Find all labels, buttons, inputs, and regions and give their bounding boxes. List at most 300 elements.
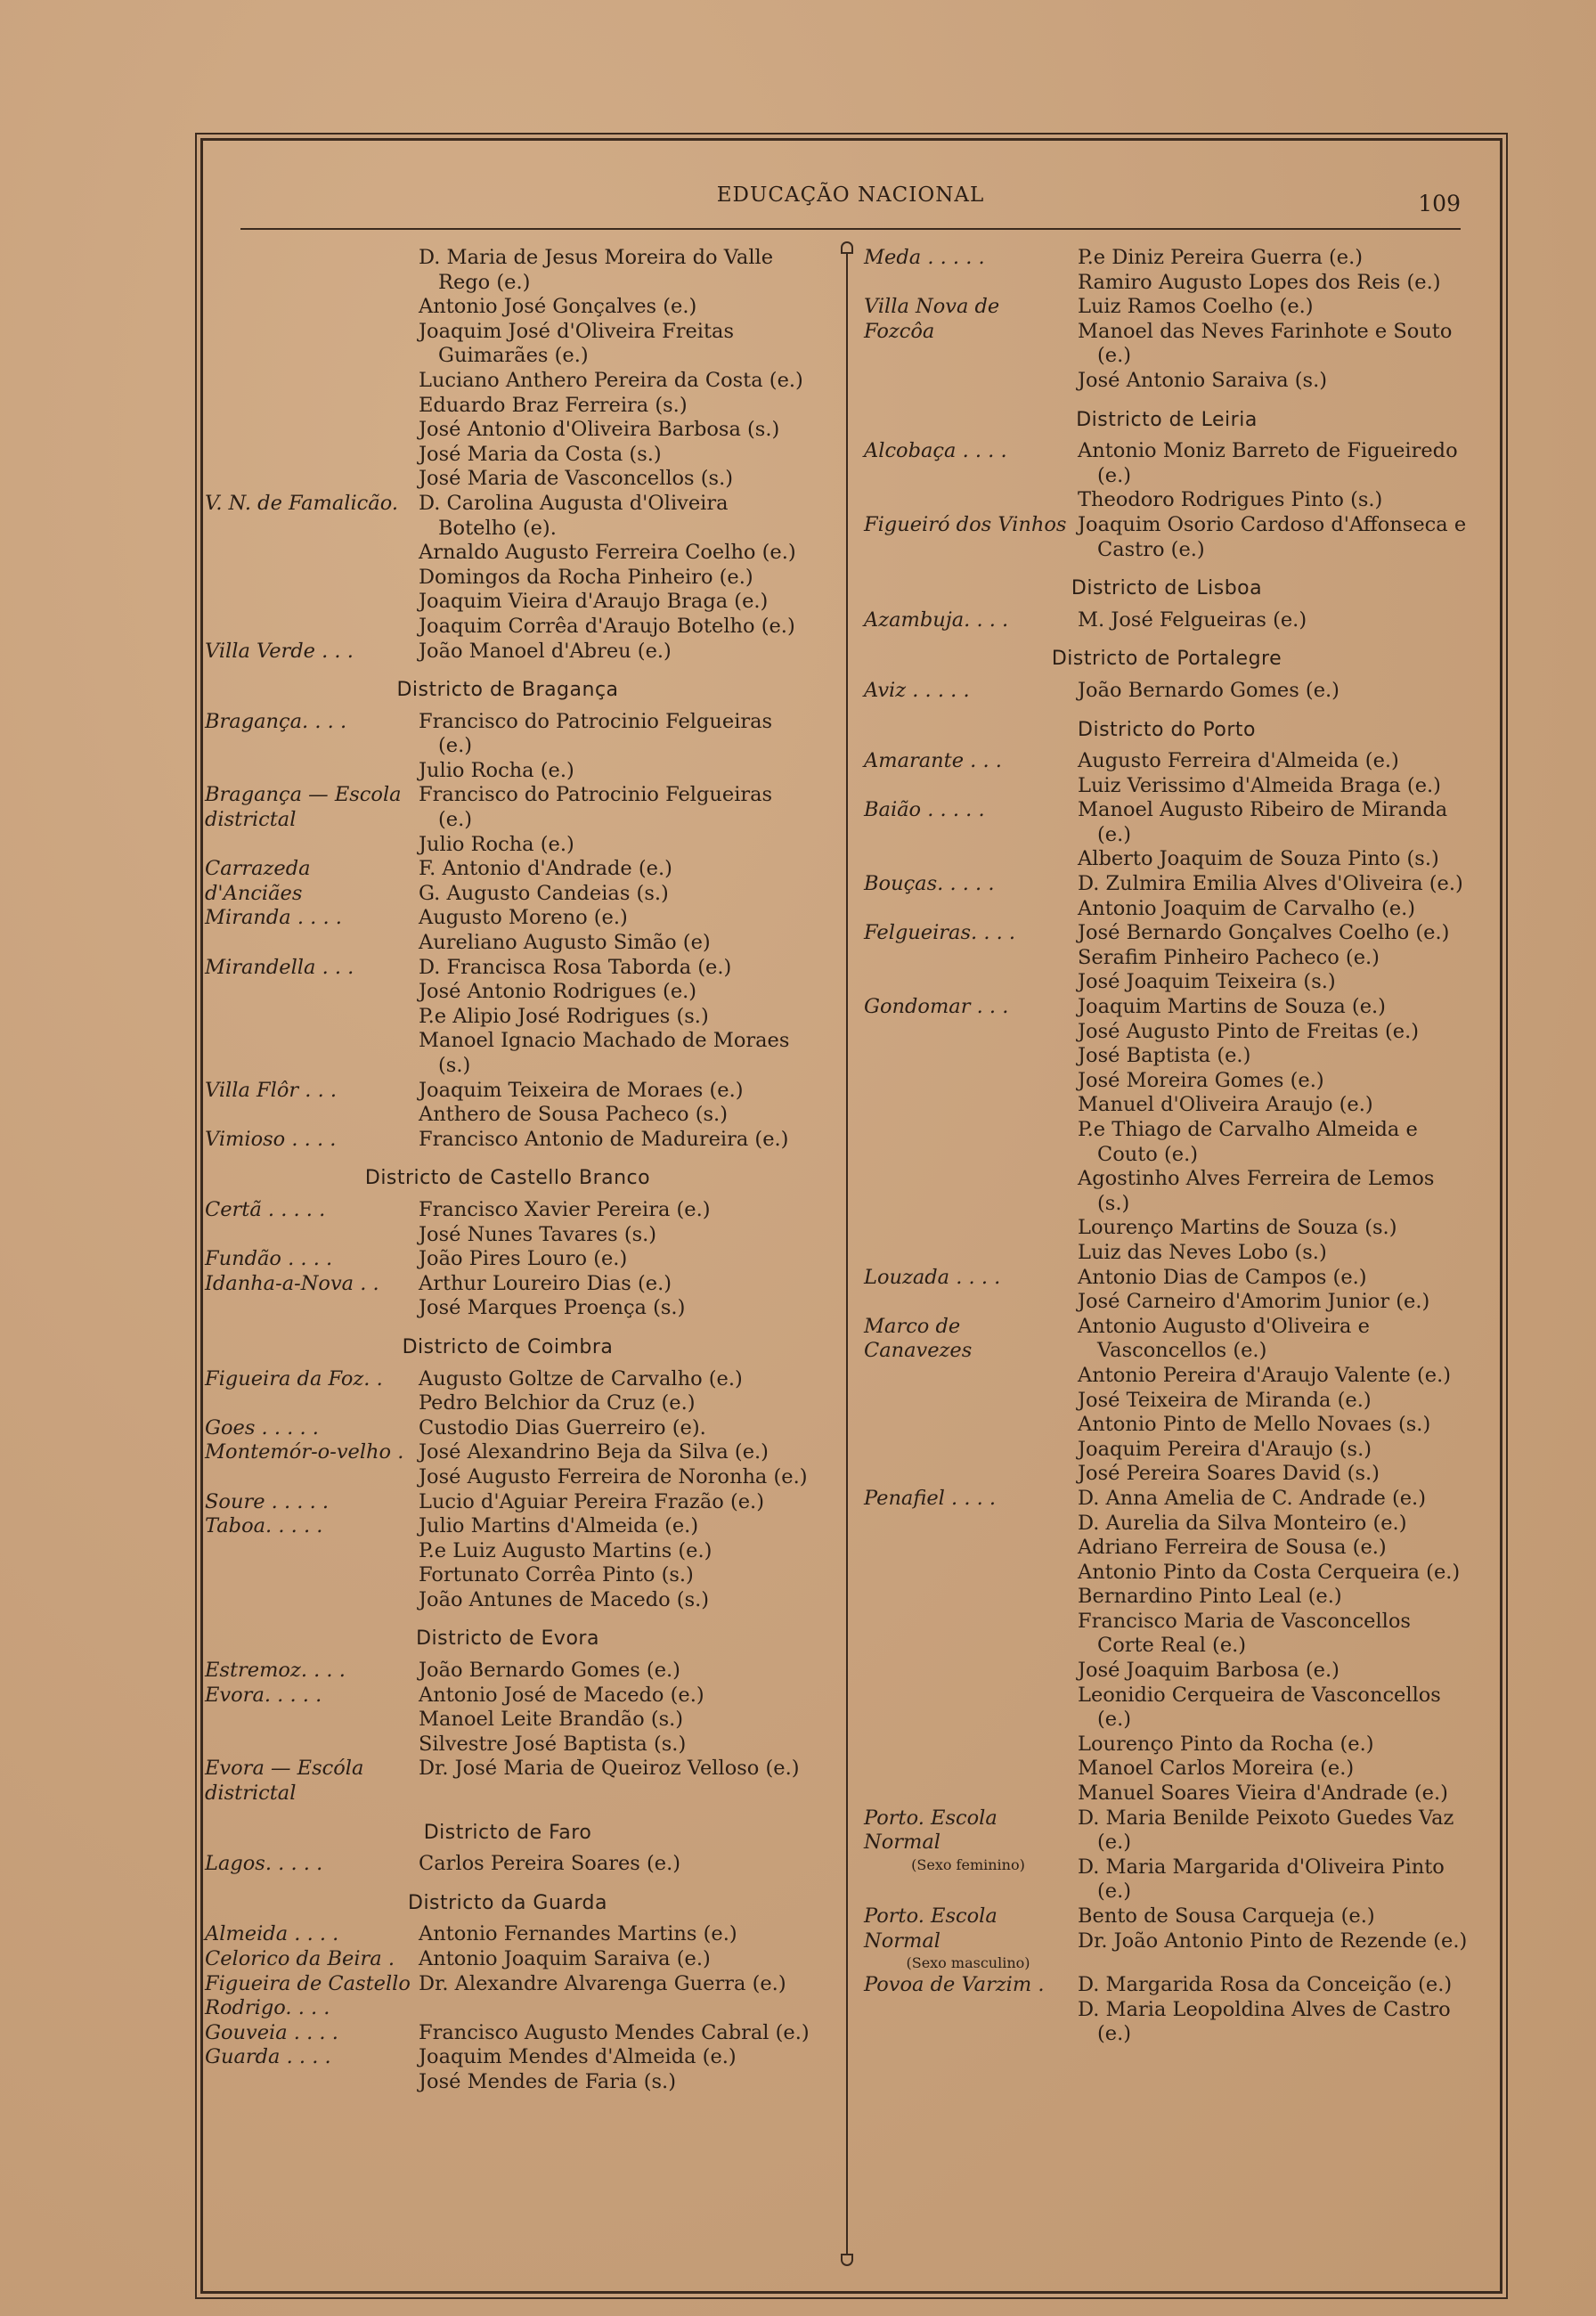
teacher-name: Julio Rocha (e.) [419, 832, 574, 856]
teacher-list [1078, 1266, 1470, 1315]
location-name [205, 1757, 419, 1806]
page-number: 109 [1418, 191, 1461, 216]
location-name [864, 679, 1078, 704]
teacher-name: Manoel Ignacio Machado de Moraes (s.) [419, 1029, 790, 1077]
location-label: Amarante . . . [864, 749, 1002, 773]
teacher-name: Francisco do Patrocinio Felgueiras (e.) [419, 709, 773, 758]
location-entry [205, 1757, 810, 1806]
district-heading: Districto de Evora [416, 1627, 599, 1651]
teacher-list [1078, 798, 1470, 872]
location-label: Felgueiras. . . . [864, 921, 1016, 945]
location-name [205, 1440, 419, 1489]
location-name [864, 749, 1078, 798]
location-name [205, 1272, 419, 1321]
location-label: Penafiel . . . . [864, 1486, 997, 1510]
district-heading: Districto de Lisboa [1071, 577, 1263, 600]
teacher-list [419, 710, 810, 784]
location-name [864, 1487, 1078, 1806]
location-label: Guarda . . . . [205, 2045, 331, 2069]
teacher-name: José Carneiro d'Amorim Junior (e.) [1078, 1290, 1430, 1314]
location-entry [205, 857, 810, 906]
teacher-name: Antonio Fernandes Martins (e.) [419, 1922, 737, 1946]
teacher-list [419, 1416, 810, 1441]
teacher-name: Joaquim Teixeira de Moraes (e.) [419, 1078, 744, 1102]
teacher-name: D. Maria Leopoldina Alves de Castro (e.) [1078, 1997, 1451, 2046]
teacher-name: José Antonio Rodrigues (e.) [419, 980, 697, 1004]
location-label: Evora — Escóla districtal [205, 1757, 370, 1806]
teacher-name: Antonio Dias de Campos (e.) [1078, 1265, 1367, 1289]
location-label: Villa Verde . . . [205, 639, 354, 663]
location-label: Taboa. . . . . [205, 1514, 323, 1538]
location-label: Miranda . . . . [205, 906, 342, 930]
location-label: Azambuja. . . . [864, 608, 1009, 632]
location-name [205, 710, 419, 784]
location-entry [864, 439, 1470, 513]
location-entry [205, 1272, 810, 1321]
teacher-name: Manoel Carlos Moreira (e.) [1078, 1757, 1355, 1781]
location-label: Montemór-o-velho . [205, 1440, 404, 1464]
location-name [864, 1315, 1078, 1487]
teacher-name: P.e Luiz Augusto Martins (e.) [419, 1538, 712, 1562]
location-name [864, 995, 1078, 1266]
district-heading: Districto de Portalegre [1051, 648, 1282, 671]
location-entry [205, 1514, 810, 1612]
location-name [205, 1947, 419, 1972]
teacher-name: Manuel Soares Vieira d'Andrade (e.) [1078, 1782, 1448, 1806]
teacher-name: José Pereira Soares David (s.) [1078, 1462, 1380, 1486]
teacher-name: Theodoro Rodrigues Pinto (s.) [1078, 488, 1383, 512]
teacher-name: D. Margarida Rosa da Conceição (e.) [1078, 1973, 1453, 1997]
location-entry [205, 640, 810, 665]
teacher-name: Manoel Augusto Ribeiro de Miranda (e.) [1078, 798, 1448, 846]
teacher-name: Domingos da Rocha Pinheiro (e.) [419, 565, 753, 589]
location-subtitle: (Sexo masculino) [906, 1954, 1030, 1972]
location-entry [205, 1922, 810, 1947]
location-label: Carrazeda d'Anciães [205, 857, 317, 905]
teacher-list [419, 1490, 810, 1515]
location-label: Figueira de Castello Rodrigo. . . . [205, 1971, 418, 2020]
teacher-list [419, 2045, 810, 2094]
teacher-list [419, 956, 810, 1079]
location-label: Baião . . . . . [864, 798, 985, 822]
teacher-name: Antonio Moniz Barreto de Figueiredo (e.) [1078, 439, 1458, 487]
location-label: Porto. Escola Normal [864, 1904, 1004, 1953]
location-label: Bouças. . . . . [864, 872, 995, 896]
teacher-name: P.e Diniz Pereira Guerra (e.) [1078, 246, 1364, 269]
location-entry [205, 1079, 810, 1128]
location-name [205, 1659, 419, 1684]
teacher-name: D. Maria Margarida d'Oliveira Pinto (e.) [1078, 1855, 1445, 1904]
location-name [864, 798, 1078, 872]
teacher-list [1078, 872, 1470, 921]
location-label: Estremoz. . . . [205, 1659, 346, 1683]
teacher-list [1078, 295, 1470, 393]
location-entry [205, 1490, 810, 1515]
teacher-name: Augusto Ferreira d'Almeida (e.) [1078, 749, 1399, 773]
location-label: Marco de Canavezes [864, 1314, 973, 1363]
teacher-name: D. Carolina Augusta d'Oliveira Botelho (e). [419, 491, 729, 540]
teacher-name: Fortunato Corrêa Pinto (s.) [419, 1563, 694, 1587]
teacher-list [1078, 513, 1470, 562]
teacher-name: Luiz Ramos Coelho (e.) [1078, 295, 1314, 319]
location-name [205, 1079, 419, 1128]
teacher-name: Joaquim Osorio Cardoso d'Affonseca e Castro (e.) [1078, 512, 1467, 561]
location-name [864, 1266, 1078, 1315]
location-name [205, 492, 419, 640]
location-entry [205, 1947, 810, 1972]
location-name [864, 513, 1078, 562]
teacher-list [419, 857, 810, 906]
location-label: Povoa de Varzim . [864, 1973, 1045, 1997]
teacher-name: Antonio Augusto d'Oliveira e Vasconcellos (e.) [1078, 1314, 1370, 1363]
location-entry [205, 1247, 810, 1272]
district-heading: Districto de Leiria [1076, 408, 1258, 431]
location-name [864, 295, 1078, 393]
location-entry [205, 1128, 810, 1153]
teacher-name: Antonio Joaquim Saraiva (e.) [419, 1947, 711, 1970]
teacher-list [419, 1128, 810, 1153]
location-label: Figueiró dos Vinhos [864, 512, 1067, 536]
location-label: Bragança — Escola districtal [205, 783, 408, 832]
location-label: Idanha-a-Nova . . [205, 1271, 379, 1295]
teacher-list [419, 246, 810, 492]
teacher-name: Joaquim Mendes d'Almeida (e.) [419, 2045, 737, 2069]
location-entry [864, 1315, 1470, 1487]
teacher-name: Antonio Pinto da Costa Cerqueira (e.) [1078, 1560, 1461, 1584]
column-divider [846, 254, 848, 2254]
teacher-list [419, 1852, 810, 1877]
teacher-list [419, 1972, 810, 2021]
location-entry [864, 295, 1470, 393]
teacher-name: José Augusto Pinto de Freitas (e.) [1078, 1019, 1419, 1043]
location-entry [205, 1659, 810, 1684]
teacher-name: F. Antonio d'Andrade (e.) [419, 857, 672, 881]
location-label: Gondomar . . . [864, 995, 1009, 1019]
location-label: Lagos. . . . . [205, 1852, 323, 1876]
teacher-name: José Mendes de Faria (s.) [419, 2069, 676, 2093]
teacher-name: Silvestre José Baptista (s.) [419, 1732, 687, 1756]
location-label: Meda . . . . . [864, 246, 985, 269]
location-label: Alcobaça . . . . [864, 439, 1007, 463]
location-name [864, 1806, 1078, 1904]
location-label: Mirandella . . . [205, 955, 354, 979]
teacher-list [1078, 995, 1470, 1266]
journal-title: EDUCAÇÃO NACIONAL [716, 183, 985, 207]
location-entry [205, 246, 810, 492]
teacher-name: Antonio Pinto de Mello Novaes (s.) [1078, 1413, 1431, 1437]
location-entry [864, 1904, 1470, 1973]
location-name [205, 1128, 419, 1153]
location-label: Goes . . . . . [205, 1415, 319, 1439]
location-name [205, 1514, 419, 1612]
teacher-name: Manoel das Neves Farinhote e Souto (e.) [1078, 319, 1453, 368]
teacher-name: Francisco Antonio de Madureira (e.) [419, 1127, 789, 1151]
teacher-list [419, 1659, 810, 1684]
location-name [205, 857, 419, 906]
teacher-name: Joaquim José d'Oliveira Freitas Guimarães (e.) [419, 319, 734, 368]
teacher-name: José Nunes Tavares (s.) [419, 1222, 657, 1246]
location-label: Villa Nova de Fozcôa [864, 295, 1006, 343]
location-label: V. N. de Famalicão. [205, 491, 399, 515]
location-label: Almeida . . . . [205, 1922, 339, 1946]
teacher-name: Antonio José de Macedo (e.) [419, 1683, 704, 1707]
location-entry [864, 1806, 1470, 1904]
location-entry [864, 798, 1470, 872]
teacher-name: Aureliano Augusto Simão (e) [419, 931, 711, 955]
location-name [205, 640, 419, 665]
teacher-name: José Teixeira de Miranda (e.) [1078, 1388, 1372, 1412]
teacher-list [419, 1247, 810, 1272]
location-name [864, 1904, 1078, 1973]
teacher-name: João Pires Louro (e.) [419, 1247, 628, 1271]
location-label: Celorico da Beira . [205, 1947, 395, 1970]
teacher-name: Dr. João Antonio Pinto de Rezende (e.) [1078, 1929, 1468, 1953]
teacher-name: P.e Thiago de Carvalho Almeida e Couto (e.) [1078, 1118, 1418, 1166]
location-name [205, 1416, 419, 1441]
location-entry [864, 1973, 1470, 2047]
teacher-list [1078, 1904, 1470, 1973]
location-entry [864, 1487, 1470, 1806]
teacher-name: Manoel Leite Brandão (s.) [419, 1708, 684, 1732]
right-column [864, 246, 1470, 2047]
location-name [205, 2021, 419, 2046]
teacher-name: Francisco Augusto Mendes Cabral (e.) [419, 2020, 810, 2044]
teacher-name: Agostinho Alves Ferreira de Lemos (s.) [1078, 1167, 1435, 1215]
location-name [205, 1852, 419, 1877]
location-name [205, 2045, 419, 2094]
location-entry [205, 1416, 810, 1441]
location-name [864, 921, 1078, 995]
teacher-list [1078, 1487, 1470, 1806]
location-label: Aviz . . . . . [864, 678, 970, 702]
teacher-name: M. José Felgueiras (e.) [1078, 608, 1307, 632]
location-entry [205, 1440, 810, 1489]
location-name [205, 906, 419, 955]
teacher-name: José Maria da Costa (s.) [419, 442, 662, 466]
location-name [205, 783, 419, 857]
location-name [864, 246, 1078, 295]
teacher-name: Joaquim Vieira d'Araujo Braga (e.) [419, 590, 769, 614]
location-label: Bragança. . . . [205, 709, 347, 733]
teacher-name: Joaquim Martins de Souza (e.) [1078, 995, 1386, 1019]
location-label: Figueira da Foz. . [205, 1366, 383, 1390]
teacher-name: Francisco Maria de Vasconcellos Corte Real (e.) [1078, 1609, 1411, 1658]
location-name [864, 439, 1078, 513]
location-entry [864, 246, 1470, 295]
teacher-name: Julio Rocha (e.) [419, 758, 574, 782]
teacher-list [419, 1947, 810, 1972]
teacher-name: Dr. Alexandre Alvarenga Guerra (e.) [419, 1971, 786, 1995]
district-heading: Districto de Castello Branco [364, 1167, 651, 1190]
teacher-list [419, 1922, 810, 1947]
teacher-name: Lourenço Martins de Souza (s.) [1078, 1216, 1397, 1240]
teacher-list [1078, 246, 1470, 295]
location-label: Certã . . . . . [205, 1197, 326, 1221]
location-label: Vimioso . . . . [205, 1127, 337, 1151]
location-entry [864, 921, 1470, 995]
location-entry [205, 710, 810, 784]
teacher-list [1078, 1315, 1470, 1487]
location-name [864, 608, 1078, 633]
location-entry [205, 906, 810, 955]
location-entry [864, 995, 1470, 1266]
teacher-list [1078, 1973, 1470, 2047]
teacher-list [1078, 749, 1470, 798]
teacher-name: José Joaquim Teixeira (s.) [1078, 970, 1336, 994]
location-name [205, 1684, 419, 1757]
teacher-name: José Antonio Saraiva (s.) [1078, 368, 1328, 392]
teacher-name: Eduardo Braz Ferreira (s.) [419, 393, 688, 417]
page-header [240, 178, 1461, 230]
location-entry [205, 492, 810, 640]
teacher-name: Bento de Sousa Carqueja (e.) [1078, 1904, 1375, 1928]
location-entry [205, 1972, 810, 2021]
location-label: Villa Flôr . . . [205, 1078, 338, 1102]
district-heading: Districto de Faro [423, 1821, 592, 1844]
teacher-name: João Antunes de Macedo (s.) [419, 1587, 710, 1611]
teacher-name: José Bernardo Gonçalves Coelho (e.) [1078, 921, 1450, 945]
teacher-list [1078, 608, 1470, 633]
teacher-name: Arnaldo Augusto Ferreira Coelho (e.) [419, 541, 796, 565]
location-label: Evora. . . . . [205, 1683, 322, 1707]
teacher-name: José Moreira Gomes (e.) [1078, 1068, 1324, 1092]
teacher-list [419, 1757, 810, 1806]
location-label: Gouveia . . . . [205, 2020, 338, 2044]
teacher-name: Bernardino Pinto Leal (e.) [1078, 1585, 1342, 1609]
teacher-name: José Augusto Ferreira de Noronha (e.) [419, 1464, 808, 1488]
teacher-name: D. Aurelia da Silva Monteiro (e.) [1078, 1511, 1407, 1535]
teacher-list [419, 1079, 810, 1128]
teacher-name: Luiz Verissimo d'Almeida Braga (e.) [1078, 773, 1441, 797]
teacher-name: José Joaquim Barbosa (e.) [1078, 1659, 1340, 1683]
location-entry [205, 1684, 810, 1757]
teacher-name: Pedro Belchior da Cruz (e.) [419, 1391, 696, 1415]
teacher-list [1078, 679, 1470, 704]
teacher-list [419, 2021, 810, 2046]
teacher-list [1078, 439, 1470, 513]
teacher-name: Augusto Moreno (e.) [419, 906, 628, 930]
location-name [864, 1973, 1078, 2047]
teacher-name: P.e Alipio José Rodrigues (s.) [419, 1004, 709, 1028]
location-name [864, 872, 1078, 921]
location-entry [864, 872, 1470, 921]
location-name [205, 246, 419, 492]
location-entry [864, 749, 1470, 798]
location-entry [864, 679, 1470, 704]
left-column [205, 246, 810, 2095]
teacher-name: Serafim Pinheiro Pacheco (e.) [1078, 945, 1380, 969]
location-entry [864, 1266, 1470, 1315]
location-name [205, 956, 419, 1079]
location-entry [205, 956, 810, 1079]
teacher-name: Ramiro Augusto Lopes dos Reis (e.) [1078, 270, 1441, 294]
teacher-name: Francisco Xavier Pereira (e.) [419, 1197, 711, 1221]
teacher-name: Anthero de Sousa Pacheco (s.) [419, 1103, 728, 1127]
district-heading: Districto da Guarda [408, 1891, 607, 1914]
location-label: Fundão . . . . [205, 1247, 333, 1271]
teacher-name: Joaquim Pereira d'Araujo (s.) [1078, 1437, 1372, 1461]
district-heading: Districto de Coimbra [402, 1335, 614, 1358]
teacher-name: Arthur Loureiro Dias (e.) [419, 1271, 672, 1295]
district-heading: Districto do Porto [1078, 718, 1256, 741]
location-entry [205, 1852, 810, 1877]
location-entry [205, 2045, 810, 2094]
teacher-list [419, 1198, 810, 1247]
teacher-name: Alberto Joaquim de Souza Pinto (s.) [1078, 847, 1439, 871]
teacher-name: Antonio Pereira d'Araujo Valente (e.) [1078, 1363, 1452, 1387]
teacher-name: José Maria de Vasconcellos (s.) [419, 467, 734, 491]
teacher-name: Custodio Dias Guerreiro (e). [419, 1415, 706, 1439]
location-entry [864, 513, 1470, 562]
teacher-name: Dr. José Maria de Queiroz Velloso (e.) [419, 1757, 800, 1781]
teacher-list [419, 492, 810, 640]
teacher-list [419, 1514, 810, 1612]
location-entry [205, 2021, 810, 2046]
teacher-name: Julio Martins d'Almeida (e.) [419, 1514, 699, 1538]
teacher-name: Manuel d'Oliveira Araujo (e.) [1078, 1093, 1373, 1117]
location-name [205, 1972, 419, 2021]
location-name [205, 1198, 419, 1247]
teacher-name: João Bernardo Gomes (e.) [1078, 678, 1340, 702]
teacher-name: Adriano Ferreira de Sousa (e.) [1078, 1536, 1387, 1560]
teacher-name: José Antonio d'Oliveira Barbosa (s.) [419, 418, 780, 442]
teacher-name: G. Augusto Candeias (s.) [419, 881, 669, 905]
teacher-list [419, 1367, 810, 1416]
teacher-name: Lucio d'Aguiar Pereira Frazão (e.) [419, 1489, 764, 1513]
teacher-list [419, 783, 810, 857]
teacher-name: José Baptista (e.) [1078, 1044, 1251, 1068]
teacher-name: José Marques Proença (s.) [419, 1296, 686, 1320]
teacher-list [1078, 1806, 1470, 1904]
location-entry [205, 1198, 810, 1247]
location-entry [864, 608, 1470, 633]
teacher-name: Antonio José Gonçalves (e.) [419, 295, 697, 319]
location-entry [205, 783, 810, 857]
teacher-list [419, 1440, 810, 1489]
teacher-list [419, 640, 810, 665]
district-heading: Districto de Bragança [396, 679, 619, 702]
teacher-name: D. Anna Amelia de C. Andrade (e.) [1078, 1486, 1426, 1510]
teacher-name: D. Maria Benilde Peixoto Guedes Vaz (e.) [1078, 1806, 1454, 1855]
location-subtitle: (Sexo feminino) [911, 1855, 1025, 1873]
location-entry [205, 1367, 810, 1416]
location-label: Porto. Escola Normal [864, 1806, 1004, 1855]
teacher-name: João Bernardo Gomes (e.) [419, 1659, 680, 1683]
location-name [205, 1247, 419, 1272]
teacher-name: D. Maria de Jesus Moreira do Valle Rego (e.) [419, 246, 774, 294]
location-label: Soure . . . . . [205, 1489, 330, 1513]
location-name [205, 1922, 419, 1947]
teacher-name: D. Francisca Rosa Taborda (e.) [419, 955, 732, 979]
teacher-list [1078, 921, 1470, 995]
teacher-name: Luciano Anthero Pereira da Costa (e.) [419, 368, 803, 392]
teacher-name: Joaquim Corrêa d'Araujo Botelho (e.) [419, 614, 795, 638]
teacher-name: João Manoel d'Abreu (e.) [419, 639, 672, 663]
teacher-name: Antonio Joaquim de Carvalho (e.) [1078, 896, 1416, 920]
teacher-list [419, 1684, 810, 1757]
teacher-name: José Alexandrino Beja da Silva (e.) [419, 1440, 769, 1464]
location-name [205, 1367, 419, 1416]
teacher-name: Leonidio Cerqueira de Vasconcellos (e.) [1078, 1683, 1441, 1732]
teacher-name: D. Zulmira Emilia Alves d'Oliveira (e.) [1078, 872, 1463, 896]
teacher-list [419, 906, 810, 955]
location-label: Louzada . . . . [864, 1265, 1001, 1289]
teacher-name: Lourenço Pinto da Rocha (e.) [1078, 1732, 1374, 1756]
teacher-name: Francisco do Patrocinio Felgueiras (e.) [419, 783, 773, 832]
teacher-list [419, 1272, 810, 1321]
teacher-name: Luiz das Neves Lobo (s.) [1078, 1240, 1327, 1264]
teacher-name: Augusto Goltze de Carvalho (e.) [419, 1366, 743, 1390]
